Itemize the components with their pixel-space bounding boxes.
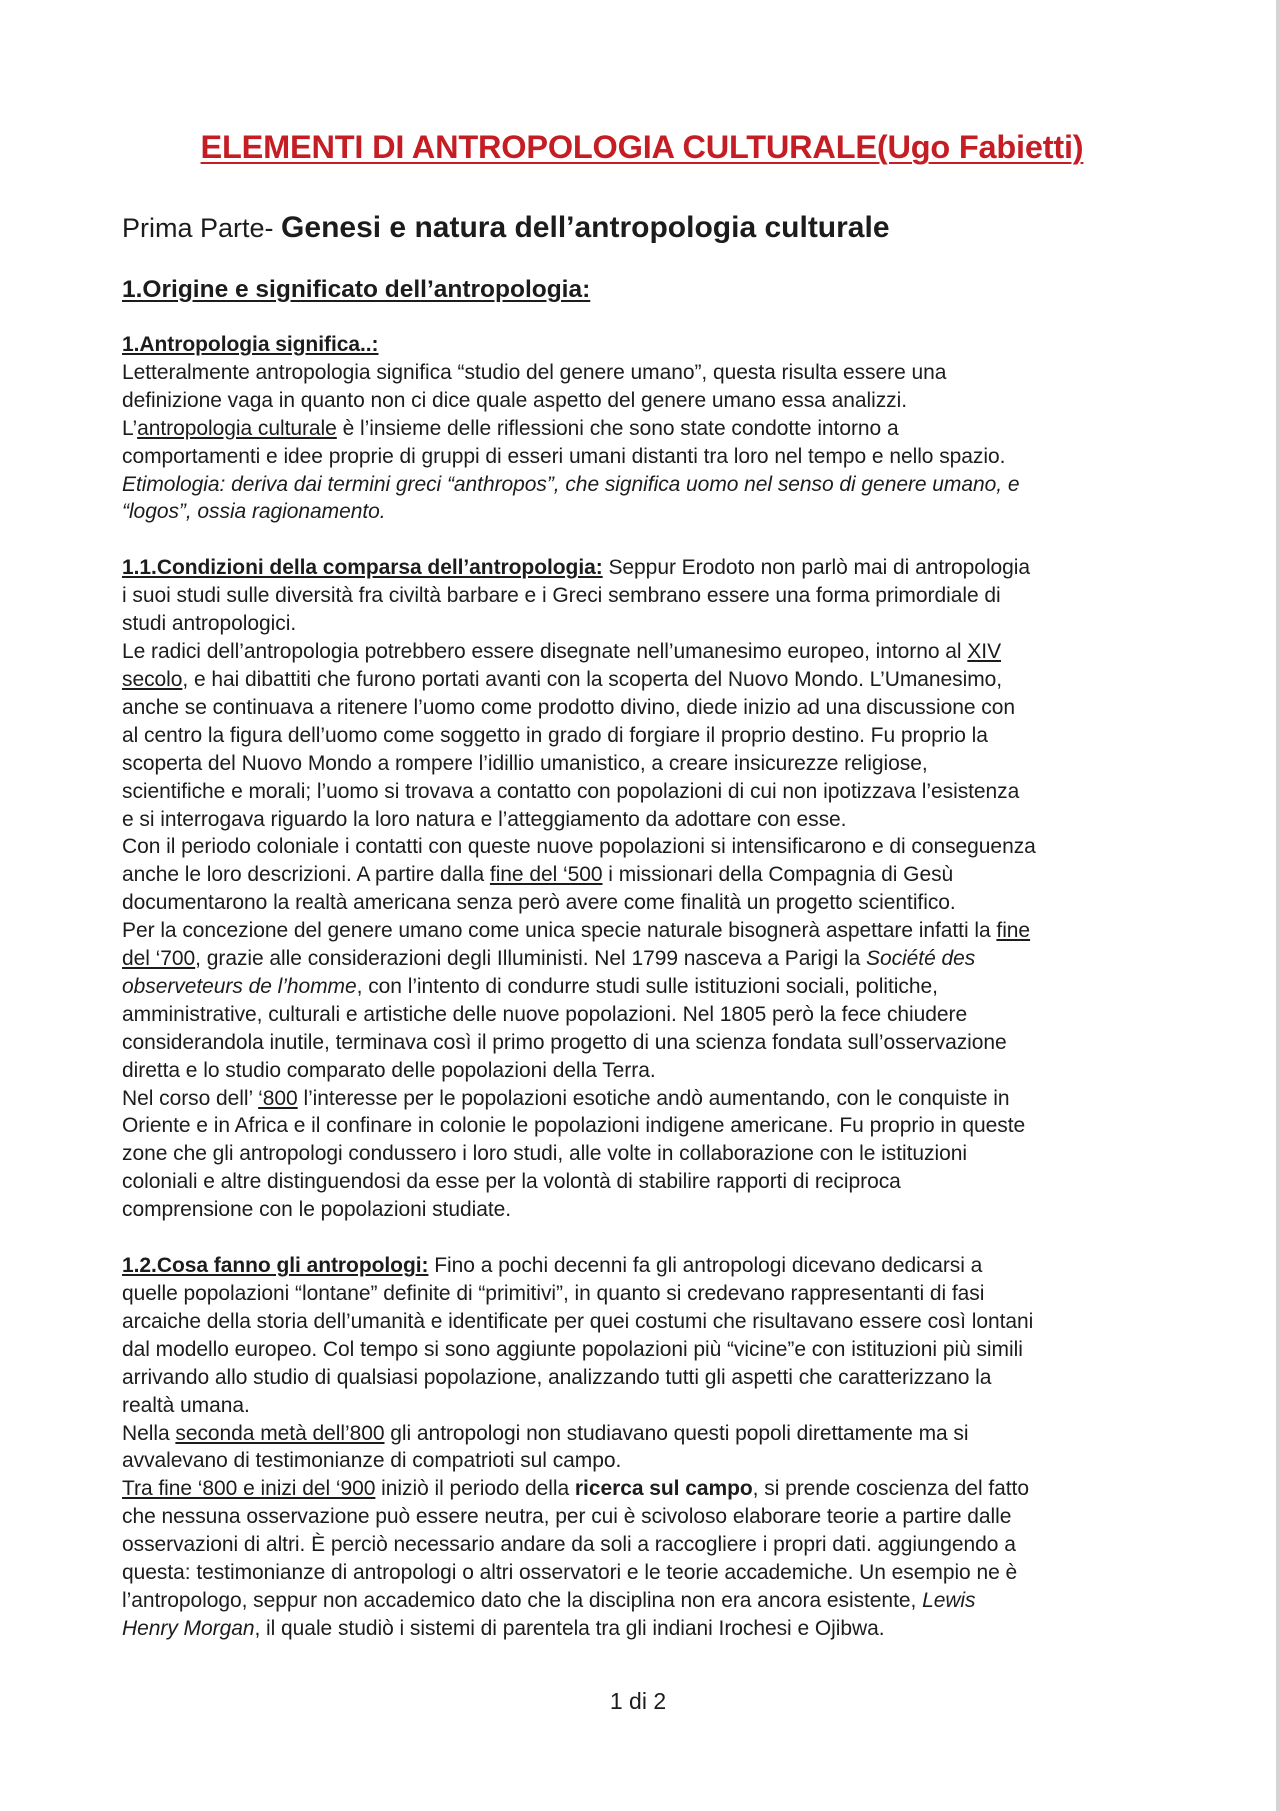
underlined-term: ‘800 bbox=[258, 1086, 298, 1110]
paragraph-line: Letteralmente antropologia significa “studio del genere umano”, questa risulta essere una bbox=[122, 360, 947, 384]
paragraph-line: coloniali e altre distinguendosi da esse per la volontà di stabilire rapporti di reciproca bbox=[122, 1170, 901, 1194]
underlined-term: secolo bbox=[122, 667, 183, 691]
text-run: l’antropologo, seppur non accademico dato che la disciplina non era ancora esistente, bbox=[122, 1588, 923, 1612]
text-run: Seppur Erodoto non parlò mai di antropologia bbox=[602, 556, 1031, 580]
paragraph-line: i suoi studi sulle diversità fra civiltà barbare e i Greci sembrano essere una forma primordiale di bbox=[122, 584, 1001, 608]
paragraph-line bbox=[122, 1085, 1162, 1113]
text-run: Fino a pochi decenni fa gli antropologi dicevano dedicarsi a bbox=[428, 1254, 983, 1278]
paragraph-line: zone che gli antropologi condussero i loro studi, alle volte in collaborazione con le istituzioni bbox=[122, 1142, 967, 1166]
page-content bbox=[122, 125, 1162, 1643]
italic-term: Henry Morgan bbox=[122, 1616, 255, 1640]
section-1-1-heading: 1.1.Condizioni della comparsa dell’antropologia: bbox=[122, 556, 603, 580]
paragraph-line: documentarono la realtà americana senza però avere come finalità un progetto scientifico. bbox=[122, 891, 956, 915]
underlined-term: antropologia culturale bbox=[137, 416, 337, 440]
text-run: l’interesse per le popolazioni esotiche andò aumentando, con le conquiste in bbox=[297, 1086, 1010, 1110]
paragraph-line: comprensione con le popolazioni studiate. bbox=[122, 1198, 512, 1222]
italic-term: observeteurs de l’homme bbox=[122, 974, 357, 998]
italic-term: Société des bbox=[866, 947, 976, 971]
section-1-1 bbox=[122, 554, 1162, 1224]
underlined-term: seconda metà dell’800 bbox=[175, 1421, 385, 1445]
paragraph-line: Oriente e in Africa e il confinare in colonie le popolazioni indigene americane. Fu proprio in queste bbox=[122, 1114, 1026, 1138]
text-run: anche le loro descrizioni. A partire dalla bbox=[122, 863, 490, 887]
bold-term: ricerca sul campo bbox=[574, 1477, 753, 1501]
text-run: L’ bbox=[122, 416, 138, 440]
section-1-heading: 1.Antropologia significa..: bbox=[122, 333, 379, 356]
paragraph-line bbox=[122, 1475, 1162, 1503]
text-run: gli antropologi non studiavano questi popoli direttamente ma si bbox=[384, 1421, 969, 1445]
section-heading: 1.Origine e significato dell’antropologia: bbox=[122, 276, 591, 303]
underlined-term: fine bbox=[996, 919, 1031, 943]
text-run: i missionari della Compagnia di Gesù bbox=[602, 863, 954, 887]
paragraph-line bbox=[122, 666, 1162, 694]
paragraph-line: Con il periodo coloniale i contatti con queste nuove popolazioni si intensificarono e di conseguenza bbox=[122, 835, 1036, 859]
underlined-term: Tra fine ‘800 e inizi del ‘900 bbox=[122, 1477, 376, 1501]
etymology-line: Etimologia: deriva dai termini greci “anthropos”, che significa uomo nel senso di genere umano, e bbox=[122, 472, 1020, 496]
paragraph-line: quelle popolazioni “lontane” definite di “primitivi”, in quanto si credevano rappresentanti di fasi bbox=[122, 1282, 985, 1305]
paragraph-line bbox=[122, 917, 1162, 945]
paragraph-line: questa: testimonianze di antropologi o altri osservatori e le teorie accademiche. Un esempio ne è bbox=[122, 1561, 1018, 1585]
paragraph-line: scientifiche e morali; l’uomo si trovava a contatto con popolazioni di cui non ipotizzava l’esistenza bbox=[122, 779, 1020, 803]
document-title: ELEMENTI DI ANTROPOLOGIA CULTURALE(Ugo Fabietti) bbox=[200, 129, 1084, 165]
underlined-term: del ‘700 bbox=[122, 947, 196, 971]
scrollbar[interactable] bbox=[1276, 0, 1280, 1811]
paragraph-line bbox=[122, 945, 1162, 973]
text-run: iniziò il periodo della bbox=[375, 1477, 575, 1501]
paragraph-line: amministrative, culturali e artistiche delle nuove popolazioni. Nel 1805 però la fece chiudere bbox=[122, 1002, 968, 1026]
paragraph-line: diretta e lo studio comparato delle popolazioni della Terra. bbox=[122, 1058, 656, 1082]
underlined-term: XIV bbox=[967, 640, 1002, 664]
text-run: è l’insieme delle riflessioni che sono state condotte intorno a bbox=[336, 416, 899, 440]
paragraph-line bbox=[122, 1252, 1162, 1280]
paragraph-line: al centro la figura dell’uomo come soggetto in grado di forgiare il proprio destino. Fu proprio la bbox=[122, 723, 988, 747]
part-title: Genesi e natura dell’antropologia culturale bbox=[281, 211, 890, 244]
text-run: Per la concezione del genere umano come unica specie naturale bisognerà aspettare infatti la bbox=[122, 919, 997, 943]
text-run: Le radici dell’antropologia potrebbero essere disegnate nell’umanesimo europeo, intorno al bbox=[122, 640, 968, 664]
text-run: Nella bbox=[122, 1421, 176, 1445]
text-run: , il quale studiò i sistemi di parentela tra gli indiani Irochesi e Ojibwa. bbox=[254, 1616, 885, 1640]
paragraph-line: che nessuna osservazione può essere neutra, per cui è scivoloso elaborare teorie a partire dalle bbox=[122, 1505, 1012, 1529]
part-heading bbox=[122, 209, 1162, 247]
paragraph-line: anche se continuava a ritenere l’uomo come prodotto divino, diede inizio ad una discussione con bbox=[122, 695, 1015, 719]
paragraph-line: e si interrogava riguardo la loro natura e l’atteggiamento da adottare con esse. bbox=[122, 807, 847, 831]
paragraph-line: studi antropologici. bbox=[122, 612, 297, 636]
paragraph-line: scoperta del Nuovo Mondo a rompere l’idillio umanistico, a creare insicurezze religiose, bbox=[122, 751, 928, 775]
paragraph-line bbox=[122, 1615, 1162, 1643]
text-run: , si prende coscienza del fatto bbox=[752, 1477, 1029, 1501]
italic-term: Lewis bbox=[922, 1588, 976, 1612]
paragraph-line bbox=[122, 638, 1162, 666]
paragraph-line bbox=[122, 554, 1162, 582]
paragraph-line: definizione vaga in quanto non ci dice quale aspetto del genere umano essa analizzi. bbox=[122, 388, 908, 412]
paragraph-line: considerandola inutile, terminava così il primo progetto di una scienza fondata sull’osservazione bbox=[122, 1030, 1007, 1054]
paragraph-line bbox=[122, 973, 1162, 1001]
underlined-term: fine del ‘500 bbox=[489, 863, 603, 887]
paragraph-line bbox=[122, 1587, 1162, 1615]
section-1-2 bbox=[122, 1252, 1162, 1643]
paragraph-line bbox=[122, 861, 1162, 889]
section-1-2-heading: 1.2.Cosa fanno gli antropologi: bbox=[122, 1254, 429, 1278]
text-run: , e hai dibattiti che furono portati avanti con la scoperta del Nuovo Mondo. L’Umanesimo, bbox=[182, 667, 1003, 691]
paragraph-line: dal modello europeo. Col tempo si sono aggiunte popolazioni più “vicine”e con istituzioni più simili bbox=[122, 1337, 1023, 1361]
page-indicator: 1 di 2 bbox=[609, 1688, 667, 1714]
text-run: , grazie alle considerazioni degli Illuministi. Nel 1799 nasceva a Parigi la bbox=[195, 947, 867, 971]
paragraph-line bbox=[122, 415, 1162, 443]
text-run: Nel corso dell’ bbox=[122, 1086, 259, 1110]
paragraph-line: arrivando allo studio di qualsiasi popolazione, analizzando tutti gli aspetti che caratterizzano la bbox=[122, 1365, 992, 1389]
paragraph-line: osservazioni di altri. È perciò necessario andare da soli a raccogliere i propri dati. aggiungendo a bbox=[122, 1533, 1016, 1557]
paragraph-line: arcaiche della storia dell’umanità e identificate per quei costumi che risultavano essere così lontani bbox=[122, 1309, 1034, 1333]
etymology-line: “logos”, ossia ragionamento. bbox=[122, 500, 386, 524]
part-prefix: Prima Parte- bbox=[122, 213, 282, 243]
paragraph-line: realtà umana. bbox=[122, 1393, 250, 1417]
paragraph-line: comportamenti e idee proprie di gruppi di esseri umani distanti tra loro nel tempo e nello spazio. bbox=[122, 444, 1006, 468]
text-run: , con l’intento di condurre studi sulle istituzioni sociali, politiche, bbox=[356, 974, 938, 998]
paragraph-line bbox=[122, 1420, 1162, 1448]
section-1 bbox=[122, 331, 1162, 526]
paragraph-line: avvalevano di testimonianze di compatrioti sul campo. bbox=[122, 1449, 622, 1473]
